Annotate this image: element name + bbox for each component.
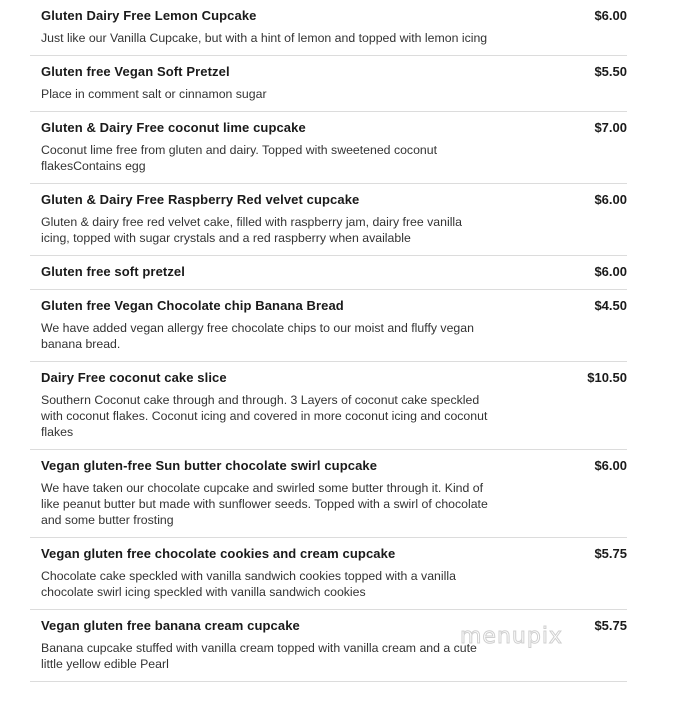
menu-item-header <box>41 64 627 80</box>
menu-item-header <box>41 120 627 136</box>
menu-item-description: Place in comment salt or cinnamon sugar <box>41 87 267 101</box>
menu-item-description: Chocolate cake speckled with vanilla sandwich cookies topped with a vanilla chocolate swirl icing speckled with vanilla sandwich cookies <box>41 569 456 599</box>
menu-item-name: Vegan gluten-free Sun butter chocolate swirl cupcake <box>41 458 378 473</box>
menu-item-name: Gluten & Dairy Free Raspberry Red velvet cupcake <box>41 192 360 207</box>
menupix-watermark: menupix <box>460 624 563 649</box>
menu-item-description: Southern Coconut cake through and through. 3 Layers of coconut cake speckled with coconut flakes. Coconut icing and covered in more coconut icing and coconut flakes <box>41 393 488 439</box>
menu-item-description: Banana cupcake stuffed with vanilla cream topped with vanilla cream and a cute little yellow edible Pearl <box>41 641 477 671</box>
menu-item[interactable] <box>30 362 627 450</box>
menu-item-description: We have taken our chocolate cupcake and swirled some butter through it. Kind of like peanut butter but made with sunflower seeds. Topped with a swirl of chocolate and some butter frosting <box>41 481 488 527</box>
menu-item-name: Gluten free Vegan Soft Pretzel <box>41 64 230 79</box>
menu-item[interactable] <box>30 0 627 56</box>
menu-item-price: $5.75 <box>594 618 627 633</box>
menu-item[interactable] <box>30 184 627 256</box>
menu-item-name: Gluten & Dairy Free coconut lime cupcake <box>41 120 306 135</box>
menu-item-description: Gluten & dairy free red velvet cake, filled with raspberry jam, dairy free vanilla icing, topped with sugar crystals and a red raspberry when available <box>41 215 463 245</box>
menu-item-name: Gluten free Vegan Chocolate chip Banana Bread <box>41 298 344 313</box>
menu-item-price: $5.50 <box>594 64 627 79</box>
menu-item-price: $5.75 <box>594 546 627 561</box>
menu-item[interactable] <box>30 450 627 538</box>
menu-item-header <box>41 8 627 24</box>
menu-item[interactable] <box>30 56 627 112</box>
menu-item-price: $7.00 <box>594 120 627 135</box>
menu-item-description: Just like our Vanilla Cupcake, but with a hint of lemon and topped with lemon icing <box>41 31 488 45</box>
menu-item-price: $6.00 <box>594 458 627 473</box>
menu-item-header <box>41 264 627 280</box>
menu-item-name: Gluten free soft pretzel <box>41 264 185 279</box>
menu-item-name: Vegan gluten free banana cream cupcake <box>41 618 300 633</box>
menu-item-name: Gluten Dairy Free Lemon Cupcake <box>41 8 257 23</box>
menu-item-price: $6.00 <box>594 264 627 279</box>
menu-item[interactable] <box>30 538 627 610</box>
menu-list <box>30 0 627 682</box>
menu-item-name: Dairy Free coconut cake slice <box>41 370 227 385</box>
menu-item-description: Coconut lime free from gluten and dairy. Topped with sweetened coconut flakesContains egg <box>41 143 438 173</box>
menu-item-header <box>41 298 627 314</box>
menu-item-header <box>41 546 627 562</box>
menu-item-price: $10.50 <box>587 370 627 385</box>
menu-item-price: $4.50 <box>594 298 627 313</box>
menu-item-header <box>41 192 627 208</box>
menu-item-price: $6.00 <box>594 8 627 23</box>
menu-item-header <box>41 370 627 386</box>
menu-item[interactable] <box>30 112 627 184</box>
menu-item-header <box>41 458 627 474</box>
menu-item-description: We have added vegan allergy free chocolate chips to our moist and fluffy vegan banana bread. <box>41 321 474 351</box>
menu-item[interactable] <box>30 256 627 290</box>
menu-item-name: Vegan gluten free chocolate cookies and cream cupcake <box>41 546 396 561</box>
menu-item-price: $6.00 <box>594 192 627 207</box>
menu-item[interactable] <box>30 290 627 362</box>
